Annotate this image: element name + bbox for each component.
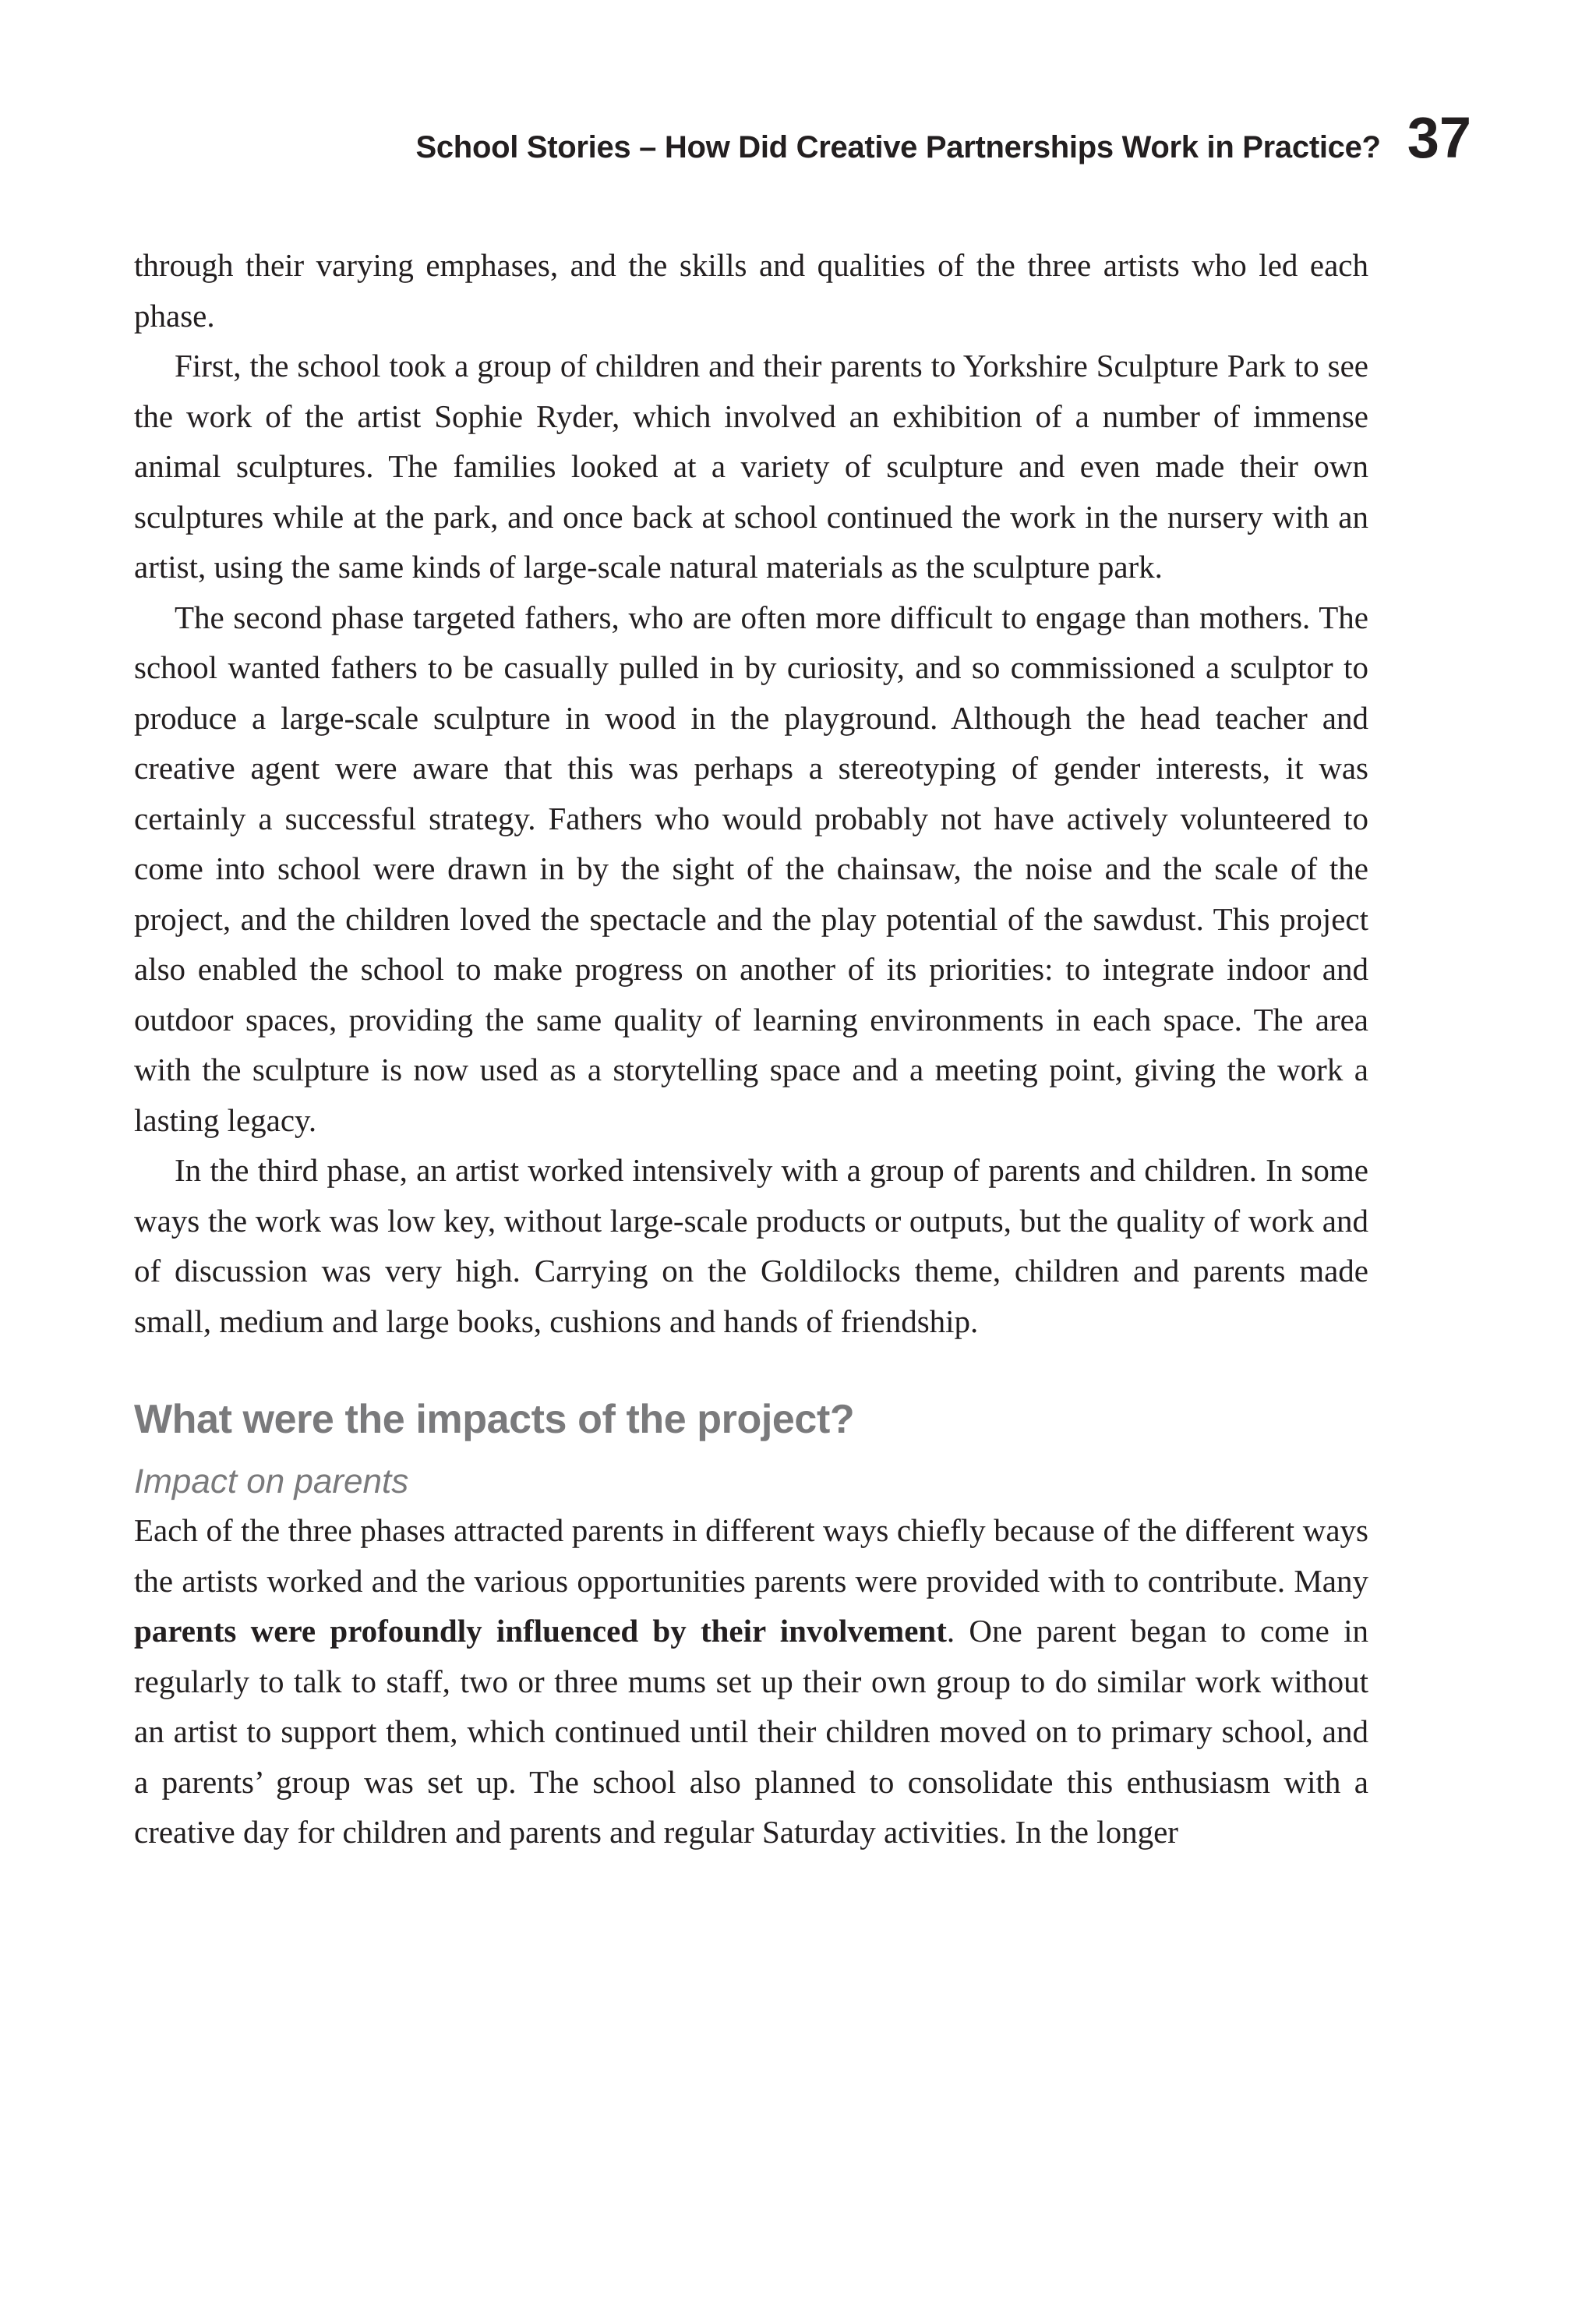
section-heading: What were the impacts of the project? [134,1397,855,1442]
body-text [134,240,1368,1858]
running-title: School Stories – How Did Creative Partnerships Work in Practice? [415,130,1381,164]
paragraph-impact-on-parents [134,1505,1368,1858]
bold-emphasis: parents were profoundly influenced by their involvement [134,1613,947,1649]
running-header [415,105,1471,170]
subsection-heading: Impact on parents [134,1462,409,1501]
page-number: 37 [1407,105,1471,170]
paragraph-first-phase: First, the school took a group of children and their parents to Yorkshire Sculpture Park to see the work of the artist Sophie Ryder, which involved an exhibition of a number of immense animal sculptures. The families looked at a variety of sculpture and even made their own sculptures while at the park, and once back at school continued the work in the nursery with an artist, using the same kinds of large-scale natural materials as the sculpture park. [134,348,1368,585]
paragraph-continued: through their varying emphases, and the skills and qualities of the three artists who led each phase. [134,247,1368,334]
paragraph-third-phase: In the third phase, an artist worked intensively with a group of parents and children. In some ways the work was low key, without large-scale products or outputs, but the quality of work and of discussion was very high. Carrying on the Goldilocks theme, children and parents made small, medium and large books, cushions and hands of friendship. [134,1152,1368,1339]
paragraph-text: Each of the three phases attracted parents in different ways chiefly because of the different ways the artists worked and the various opportunities parents were provided with to contribute. Many [134,1512,1368,1599]
paragraph-second-phase: The second phase targeted fathers, who are often more difficult to engage than mothers. The school wanted fathers to be casually pulled in by curiosity, and so commissioned a sculptor to produce a large-scale sculpture in wood in the playground. Although the head teacher and creative agent were aware that this was perhaps a stereotyping of gender interests, it was certainly a successful strategy. Fathers who would probably not have actively volunteered to come into school were drawn in by the sight of the chainsaw, the noise and the scale of the project, and the children loved the spectacle and the play potential of the sawdust. This project also enabled the school to make progress on another of its priorities: to integrate indoor and outdoor spaces, providing the same quality of learning environments in each space. The area with the sculpture is now used as a storytelling space and a meeting point, giving the work a lasting legacy. [134,599,1368,1138]
paragraph-text: . One parent began to come in regularly to talk to staff, two or three mums set up their own group to do similar work without an artist to support them, which continued until their children moved on to primary school, and a parents’ group was set up. The school also planned to consolidate this enthusiasm with a creative day for children and parents and regular Saturday activities. In the longer [134,1613,1369,1850]
